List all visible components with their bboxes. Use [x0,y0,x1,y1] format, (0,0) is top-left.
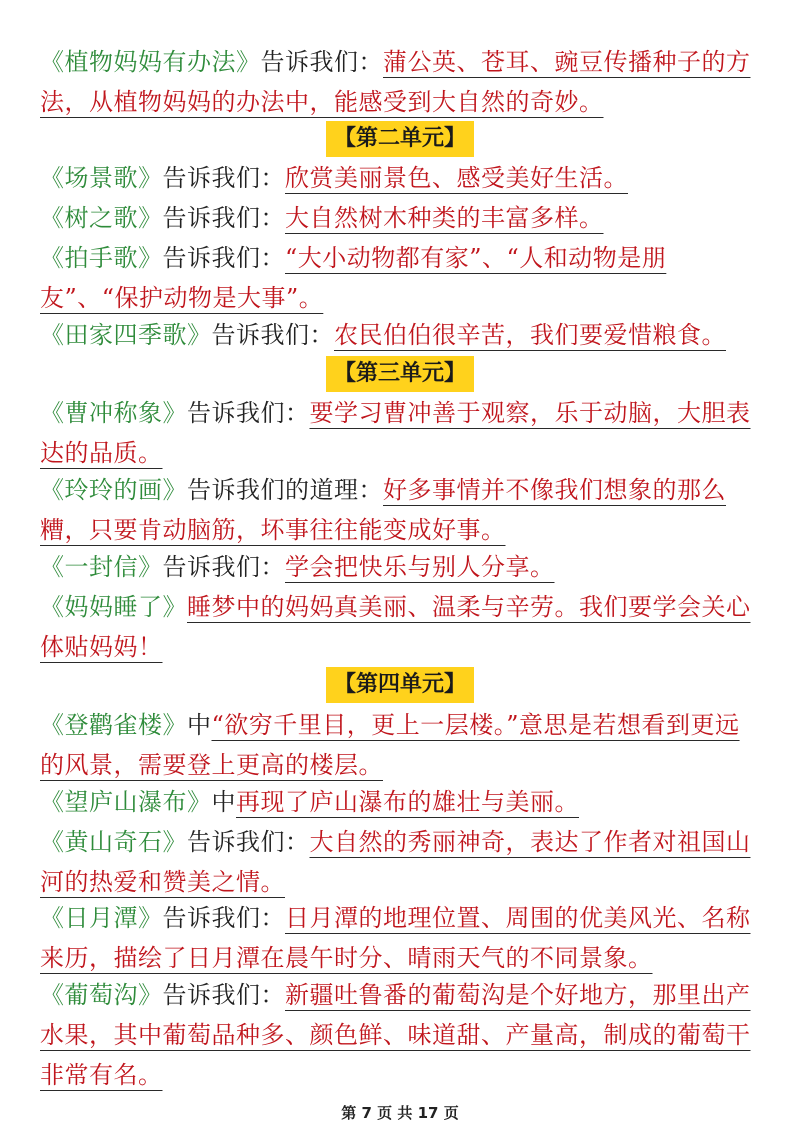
entry-title: 《树之歌》 [40,204,163,232]
entry-description: 睡梦中的妈妈真美丽、温柔与辛劳。我们要学会关心体贴妈妈！ [40,593,751,661]
entry-title: 《田家四季歌》 [40,321,212,349]
entry-caochong-chengxiang [40,393,760,473]
unit-label: 【第三单元】 [326,356,474,392]
unit-label: 【第四单元】 [326,667,474,703]
unit-label: 【第二单元】 [326,121,474,157]
entry-title: 《曹冲称象》 [40,399,187,427]
entry-putao-gou [40,975,760,1095]
entry-connector: 告诉我们： [211,321,334,349]
entry-huangshan-qishi [40,822,760,902]
entry-connector: 告诉我们： [162,904,285,932]
entry-description: 学会把快乐与别人分享。 [285,553,555,581]
entry-title: 《黄山奇石》 [40,828,187,856]
entry-title: 《望庐山瀑布》 [40,788,212,816]
entry-title: 《日月潭》 [40,904,163,932]
entry-shuzhi-ge [40,198,760,238]
entry-connector: 中 [187,711,212,739]
entry-description: 再现了庐山瀑布的雄壮与美丽。 [236,788,579,816]
entry-changjing-ge [40,158,760,198]
entry-description: 要学习曹冲善于观察，乐于动脑，大胆表达的品质。 [40,399,751,467]
entry-wang-lushan-pubu [40,782,760,822]
entry-connector: 告诉我们： [187,828,310,856]
entry-riyue-tan [40,898,760,978]
unit-heading-4 [0,667,800,703]
entry-connector: 告诉我们： [162,164,285,192]
entry-yifeng-xin [40,547,760,587]
entry-description: 日月潭的地理位置、周围的优美风光、名称来历，描绘了日月潭在晨午时分、晴雨天气的不同景象。 [40,904,751,972]
entry-connector: 告诉我们： [162,204,285,232]
entry-connector: 告诉我们： [162,981,285,1009]
entry-description: “欲穷千里目，更上一层楼。”意思是若想看到更远的风景，需要登上更高的楼层。 [40,711,740,779]
entry-description: 大自然的秀丽神奇，表达了作者对祖国山河的热爱和赞美之情。 [40,828,751,896]
entry-connector: 中 [211,788,236,816]
entry-deng-guanque-lou [40,705,760,785]
entry-title: 《场景歌》 [40,164,163,192]
entry-description: 农民伯伯很辛苦，我们要爱惜粮食。 [334,321,726,349]
entry-description: 欣赏美丽景色、感受美好生活。 [285,164,628,192]
entry-connector: 告诉我们： [187,399,310,427]
entry-title: 《妈妈睡了》 [40,593,187,621]
entry-connector: 告诉我们： [162,553,285,581]
entry-description: 好多事情并不像我们想象的那么糟，只要肯动脑筋，坏事往往能变成好事。 [40,476,726,544]
entry-title: 《植物妈妈有办法》 [40,48,261,76]
entry-connector: 告诉我们的道理： [187,476,383,504]
entry-mama-shuile [40,587,760,667]
entry-lingling-dehua [40,470,760,550]
unit-heading-2 [0,121,800,157]
entry-zhiwu-mama [40,42,760,122]
entry-connector: 告诉我们： [260,48,383,76]
entry-connector: 告诉我们： [162,244,285,272]
entry-title: 《玲玲的画》 [40,476,187,504]
entry-description: 蒲公英、苍耳、豌豆传播种子的方法，从植物妈妈的办法中，能感受到大自然的奇妙。 [40,48,751,116]
entry-description: “大小动物都有家”、“人和动物是朋友”、“保护动物是大事”。 [40,244,667,312]
entry-title: 《一封信》 [40,553,163,581]
entry-title: 《拍手歌》 [40,244,163,272]
entry-tianjia-siji-ge [40,315,760,355]
entry-description: 大自然树木种类的丰富多样。 [285,204,604,232]
unit-heading-3 [0,356,800,392]
entry-paishou-ge [40,238,760,318]
entry-title: 《葡萄沟》 [40,981,163,1009]
page-footer: 第 7 页 共 17 页 [341,1104,459,1122]
entry-description: 新疆吐鲁番的葡萄沟是个好地方，那里出产水果，其中葡萄品种多、颜色鲜、味道甜、产量高，制成的葡萄干非常有名。 [40,981,751,1089]
entry-title: 《登鹳雀楼》 [40,711,187,739]
